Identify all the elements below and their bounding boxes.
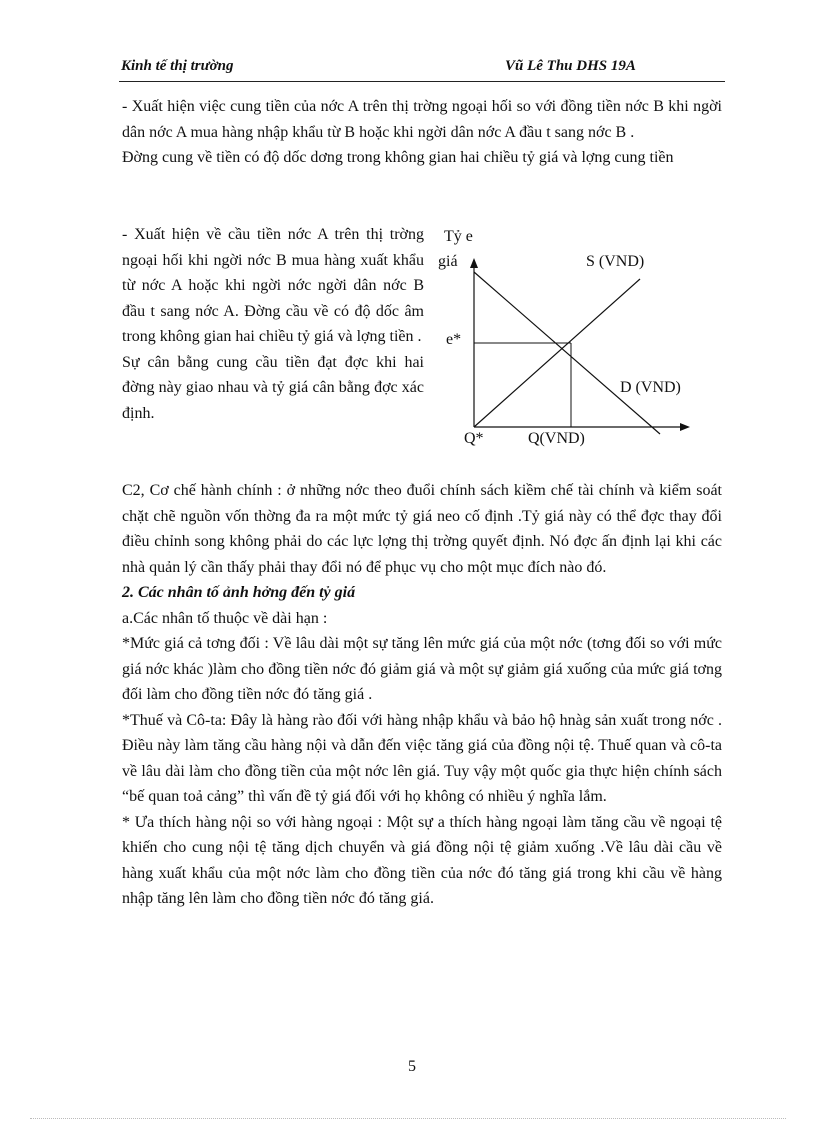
page-number: 5 (408, 1058, 416, 1075)
y-label-line2: giá (438, 253, 458, 270)
equilibrium-e-label: e* (446, 331, 462, 348)
header-rule (119, 81, 725, 82)
bottom-text (122, 478, 722, 912)
x-axis-label: Q(VND) (528, 430, 585, 447)
demand-label: D (VND) (620, 379, 681, 396)
paragraph: - Xuất hiện về cầu tiền nớc A trên thị trờng ngoại hối khi ngời nớc B mua hàng xuất khẩu từ nớc A hoặc khi ngời nớc ngời dân nớc B đầu t sang nớc A. Đờng cầu về có độ dốc âm trong không gian hai chiều tỷ giá và lợng tiền . (122, 226, 424, 345)
supply-line (474, 279, 640, 427)
equilibrium-q-label: Q* (464, 430, 484, 447)
paragraph: - Xuất hiện việc cung tiền của nớc A trên thị trờng ngoại hối so với đồng tiền nớc B khi ngời dân nớc A mua hàng nhập khẩu từ B hoặc khi ngời dân nớc A đầu t sang nớc B . (122, 98, 722, 141)
y-axis-arrow (470, 258, 478, 268)
paragraph: * Ưa thích hàng nội so với hàng ngoại : Một sự a thích hàng ngoại làm tăng cầu về ngoại tệ khiến cho cung nội tệ tăng dịch chuyển và giá đồng nội tệ giảm xuống .Về lâu dài cầu về hàng xuất khẩu của một nớc làm cho đồng tiền của nớc đó tăng giá trong khi cầu về hàng nhập tăng lên làm cho đồng tiền nớc đó tăng giá. (122, 813, 722, 907)
y-label-line1: Tỷ e (444, 228, 473, 245)
paragraph: *Mức giá cả tơng đối : Về lâu dài một sự tăng lên mức giá của một nớc (tơng đối so với mức giá nớc khác )làm cho đồng tiền nớc đó giảm giá và một sự giảm giá xuống của mức giá tơng đối làm cho đồng tiền nớc đó tăng giá . (122, 635, 722, 703)
top-text (122, 94, 722, 171)
paragraph: Đờng cung về tiền có độ dốc dơng trong không gian hai chiều tỷ giá và lợng cung tiền (122, 149, 674, 166)
x-axis-arrow (680, 423, 690, 431)
header-right: Vũ Lê Thu DHS 19A (505, 58, 636, 74)
header-left: Kinh tế thị trường (121, 58, 234, 74)
subsection-heading: a.Các nhân tố thuộc về dài hạn : (122, 609, 328, 627)
paragraph: C2, Cơ chế hành chính : ở những nớc theo đuổi chính sách kiềm chế tài chính và kiểm soát chặt chẽ nguồn vốn thờng đa ra một mức tỷ giá neo cố định .Tỷ giá này có thể đợc thay đổi điều chỉnh song không phải do các lực lợng thị trờng quyết định. Nó đợc ấn định lại khi các nhà quản lý cần thấy phải thay đổi nó để phục vụ cho một mục đích nào đó. (122, 482, 722, 576)
section-heading: 2. Các nhân tố ảnh hởng đến tỷ giá (122, 584, 356, 601)
paragraph: *Thuế và Cô-ta: Đây là hàng rào đối với hàng nhập khẩu và bảo hộ hnàg sản xuất trong nớc . Điều này làm tăng cầu hàng nội và dẫn đến việc tăng giá của đồng nội tệ. Thuế quan và cô-ta về lâu dài làm cho đồng tiền của một nớc lên giá. Tuy vậy một quốc gia thực hiện chính sách “bế quan toả cảng” thì vấn đề tỷ giá đối với họ không có nhiều ý nghĩa lắm. (122, 711, 722, 805)
exchange-rate-chart (432, 222, 702, 462)
footer-rule (30, 1118, 786, 1119)
side-text (122, 222, 424, 426)
supply-label: S (VND) (586, 253, 645, 270)
demand-line (474, 272, 660, 434)
paragraph: Sự cân bằng cung cầu tiền đạt đợc khi hai đờng này giao nhau và tỷ giá cân bằng đợc xác định. (122, 353, 424, 422)
